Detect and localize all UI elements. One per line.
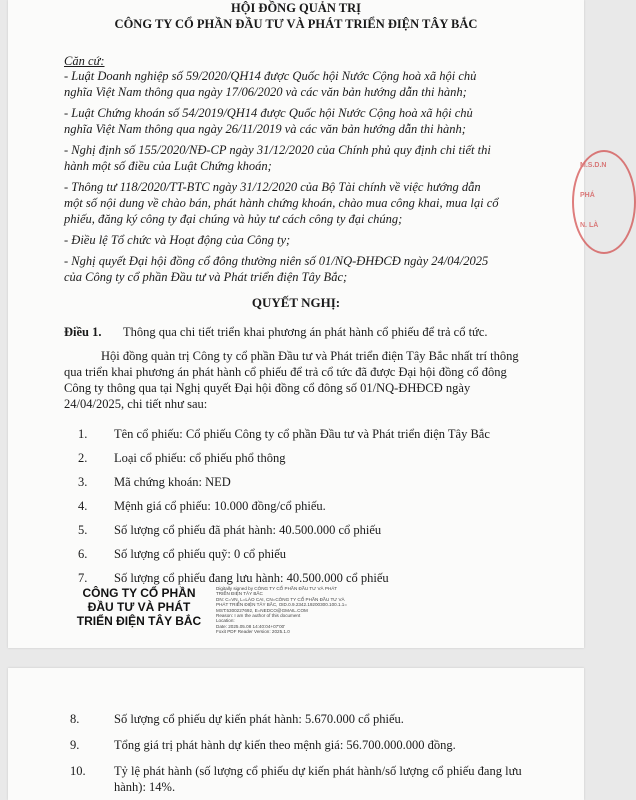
- item-text: Tỷ lệ phát hành (số lượng cổ phiếu dự kiến phát hành/số lượng cổ phiếu đang lưu: [114, 764, 522, 778]
- item-text: Số lượng cổ phiếu đang lưu hành: 40.500.000 cổ phiếu: [114, 571, 389, 585]
- item-text: hành): 14%.: [114, 780, 176, 794]
- intro-line: Hội đồng quản trị Công ty cổ phần Đầu tư và Phát triển điện Tây Bắc nhất trí thông: [101, 349, 519, 363]
- item-number: 2.: [78, 451, 88, 465]
- can-cu-line: - Luật Doanh nghiệp số 59/2020/QH14 được Quốc hội Nước Cộng hoà xã hội chủ: [64, 69, 477, 83]
- signature-meta-line: MST:5300227692, E=NEDCO@GMAIL.COM: [216, 607, 308, 613]
- signature-meta-line: Location:: [216, 618, 235, 624]
- item-text: Số lượng cổ phiếu quỹ: 0 cổ phiếu: [114, 547, 287, 561]
- digital-signature-details: [216, 586, 406, 635]
- header: [8, 0, 584, 32]
- item-number: 1.: [78, 427, 88, 441]
- item-text: Mã chứng khoán: NED: [114, 475, 231, 489]
- can-cu-line: - Thông tư 118/2020/TT-BTC ngày 31/12/2020 của Bộ Tài chính về việc hướng dẫn: [64, 180, 481, 194]
- item-number: 3.: [78, 475, 88, 489]
- item-number: 8.: [70, 712, 80, 726]
- item-number: 9.: [70, 738, 80, 752]
- stamp-text: M.S.D.N: [580, 162, 607, 169]
- item-number: 10.: [70, 764, 86, 778]
- signature-meta-line: PHÁT TRIỂN ĐIỆN TÂY BẮC, OID.0.9.2342.19200300.100.1.1=: [216, 602, 348, 608]
- item-text: Số lượng cổ phiếu đã phát hành: 40.500.000 cổ phiếu: [114, 523, 382, 537]
- signature-meta-line: Digitally signed by CÔNG TY CỔ PHẦN ĐẦU TƯ VÀ PHÁT: [216, 586, 338, 591]
- signature-meta-line: Reason: I am the author of this document: [216, 613, 301, 619]
- can-cu-line: hành một số điều của Luật Chứng khoán;: [64, 159, 272, 173]
- signature-line: TRIỂN ĐIỆN TÂY BẮC: [76, 614, 202, 628]
- can-cu-line: - Điều lệ Tổ chức và Hoạt động của Công ty;: [64, 233, 291, 247]
- can-cu-line: của Công ty cổ phần Đầu tư và Phát triển điện Tây Bắc;: [64, 270, 348, 284]
- item-number: 5.: [78, 523, 88, 537]
- intro-line: Công ty thông qua tại Nghị quyết Đại hội đồng cổ đông số 01/NQ-ĐHĐCĐ ngày: [64, 381, 471, 395]
- company-title: CÔNG TY CỔ PHẦN ĐẦU TƯ VÀ PHÁT TRIỂN ĐIỆN TÂY BẮC: [114, 17, 478, 31]
- document-page-2: [8, 668, 584, 800]
- stamp-text: PHÁ: [580, 192, 595, 199]
- dieu1-text: Thông qua chi tiết triển khai phương án phát hành cổ phiếu để trả cổ tức.: [123, 325, 488, 339]
- board-title: HỘI ĐỒNG QUẢN TRỊ: [231, 1, 361, 15]
- item-text: Tổng giá trị phát hành dự kiến theo mệnh giá: 56.700.000.000 đồng.: [114, 738, 456, 752]
- quyet-nghi-heading: QUYẾT NGHỊ:: [251, 295, 341, 310]
- item-number: 4.: [78, 499, 88, 513]
- item-text: Số lượng cổ phiếu dự kiến phát hành: 5.670.000 cổ phiếu.: [114, 712, 404, 726]
- can-cu-line: nghĩa Việt Nam thông qua ngày 17/06/2020 và các văn bản hướng dẫn thi hành;: [64, 85, 467, 99]
- digital-signature-company: [64, 586, 214, 628]
- stamp-text: N. LÀ: [580, 222, 599, 229]
- item-text: Mệnh giá cổ phiếu: 10.000 đồng/cổ phiếu.: [114, 499, 326, 513]
- signature-meta-line: DN: C=VN, L=LÀO CAI, CN=CÔNG TY CỔ PHẦN ĐẦU TƯ VÀ: [216, 596, 345, 602]
- dieu1-label: Điều 1.: [64, 325, 102, 339]
- signature-line: ĐẦU TƯ VÀ PHÁT: [87, 600, 191, 614]
- item-number: 7.: [78, 571, 88, 585]
- can-cu-line: - Nghị quyết Đại hội đồng cổ đông thường niên số 01/NQ-ĐHĐCĐ ngày 24/04/2025: [64, 254, 489, 268]
- signature-line: CÔNG TY CỔ PHẦN: [82, 586, 196, 600]
- document-page-1: [8, 0, 607, 648]
- can-cu-line: một số nội dung về chào bán, phát hành chứng khoán, chào mua công khai, mua lại cổ: [64, 196, 499, 210]
- item-number: 6.: [78, 547, 88, 561]
- signature-meta-line: Foxit PDF Reader Version: 2025.1.0: [216, 629, 290, 635]
- item-text: Loại cổ phiếu: cổ phiếu phổ thông: [114, 451, 286, 465]
- intro-line: qua triển khai phương án phát hành cổ phiếu để trả cổ tức đã được Đại hội đồng cổ đông: [64, 365, 507, 379]
- signature-meta-line: TRIỂN ĐIỆN TÂY BẮC: [216, 591, 263, 597]
- item-text: Tên cổ phiếu: Cổ phiếu Công ty cổ phần Đầu tư và Phát triển điện Tây Bắc: [114, 427, 490, 441]
- intro-line: 24/04/2025, chi tiết như sau:: [64, 397, 208, 411]
- red-seal-stamp: [572, 150, 636, 254]
- can-cu-line: phiếu, đăng ký công ty đại chúng và hủy tư cách công ty đại chúng;: [64, 212, 403, 226]
- signature-meta-line: Date: 2025.05.08 14:40:04+07'00': [216, 623, 286, 629]
- can-cu-line: nghĩa Việt Nam thông qua ngày 26/11/2019 và các văn bản hướng dẫn thi hành;: [64, 122, 466, 136]
- can-cu-line: - Nghị định số 155/2020/NĐ-CP ngày 31/12/2020 của Chính phủ quy định chi tiết thi: [64, 143, 491, 157]
- can-cu-title: Căn cứ:: [64, 54, 105, 68]
- can-cu-line: - Luật Chứng khoán số 54/2019/QH14 được Quốc hội Nước Cộng hoà xã hội chủ: [64, 106, 473, 120]
